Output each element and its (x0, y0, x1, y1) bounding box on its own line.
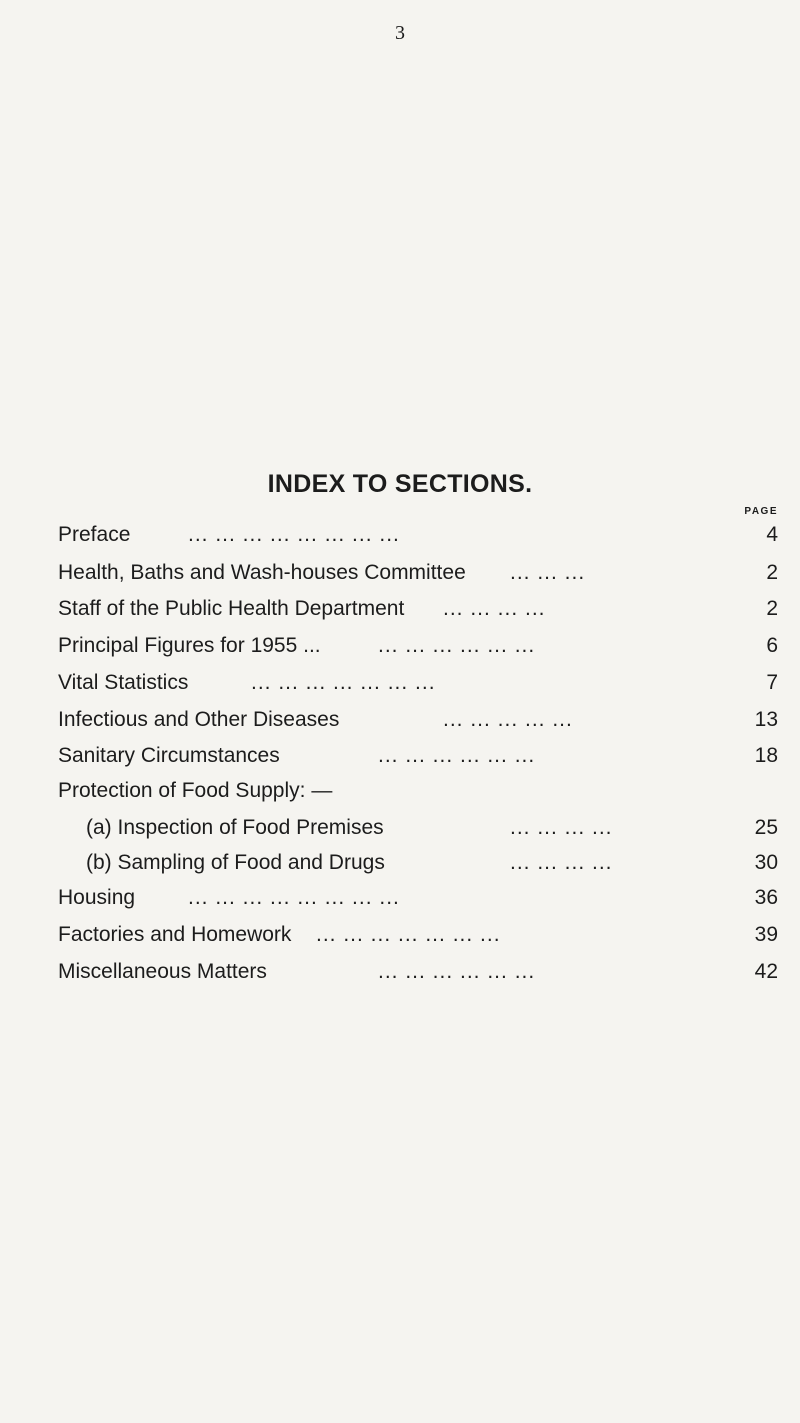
leader-dots: ... ... ... ... ... (443, 708, 573, 731)
toc-entry-infectious-diseases (58, 702, 778, 734)
toc-entry-label: Preface (58, 523, 131, 546)
toc-entry-page: 13 (754, 708, 778, 731)
leader-dots: ... ... ... ... ... ... (378, 744, 536, 767)
toc-entry-label: Miscellaneous Matters (58, 960, 267, 983)
toc-entry-inspection-food-premises (58, 810, 778, 842)
toc-entry-miscellaneous-matters (58, 954, 778, 986)
toc-entry-page: 30 (754, 851, 778, 874)
leader-dots: ... ... ... ... ... ... ... (251, 671, 436, 694)
toc-entry-label: Factories and Homework (58, 923, 292, 946)
toc-entry-page: 7 (766, 671, 778, 694)
toc-entry-preface (58, 517, 778, 549)
leader-dots: ... ... ... (510, 561, 586, 584)
leader-dots: ... ... ... ... ... ... ... (316, 923, 501, 946)
leader-dots: ... ... ... ... ... ... (378, 960, 536, 983)
toc-entry-page: 2 (766, 561, 778, 584)
toc-entry-page: 42 (754, 960, 778, 983)
toc-entry-label: Housing (58, 886, 136, 909)
toc-entry-page: 4 (766, 523, 778, 546)
toc-entry-sanitary-circumstances (58, 738, 778, 770)
page-number: 3 (395, 22, 405, 44)
toc-entry-label: (b) Sampling of Food and Drugs (86, 851, 385, 874)
toc-entry-page: 25 (754, 816, 778, 839)
leader-dots: ... ... ... ... ... ... ... ... (188, 886, 400, 909)
toc-entry-page: 2 (766, 597, 778, 620)
toc-entry-label: Staff of the Public Health Department (58, 597, 405, 620)
toc-entry-page: 36 (754, 886, 778, 909)
leader-dots: ... ... ... ... (443, 597, 546, 620)
toc-entry-vital-statistics (58, 665, 778, 697)
toc-entry-page: 6 (766, 634, 778, 657)
toc-entry-food-supply (58, 773, 778, 805)
toc-entry-factories-homework (58, 917, 778, 949)
toc-entry-label: Health, Baths and Wash-houses Committee (58, 561, 466, 584)
index-title: INDEX TO SECTIONS. (267, 470, 533, 498)
toc-entry-label: Protection of Food Supply: — (58, 779, 333, 802)
toc-entry-label: Principal Figures for 1955 ... (58, 634, 321, 657)
toc-entry-label: (a) Inspection of Food Premises (86, 816, 384, 839)
page-column-label: PAGE (744, 506, 778, 517)
toc-entry-label: Vital Statistics (58, 671, 189, 694)
toc-entry-page: 39 (754, 923, 778, 946)
toc-entry-health-committee (58, 555, 778, 587)
toc-entry-label: Infectious and Other Diseases (58, 708, 340, 731)
leader-dots: ... ... ... ... (510, 816, 613, 839)
toc-entry-page: 18 (754, 744, 778, 767)
leader-dots: ... ... ... ... (510, 851, 613, 874)
toc-entry-principal-figures (58, 628, 778, 660)
toc-entry-label: Sanitary Circumstances (58, 744, 280, 767)
leader-dots: ... ... ... ... ... ... (378, 634, 536, 657)
toc-entry-sampling-food-drugs (58, 845, 778, 877)
toc-entry-housing (58, 880, 778, 912)
toc-entry-staff (58, 591, 778, 623)
leader-dots: ... ... ... ... ... ... ... ... (188, 523, 400, 546)
